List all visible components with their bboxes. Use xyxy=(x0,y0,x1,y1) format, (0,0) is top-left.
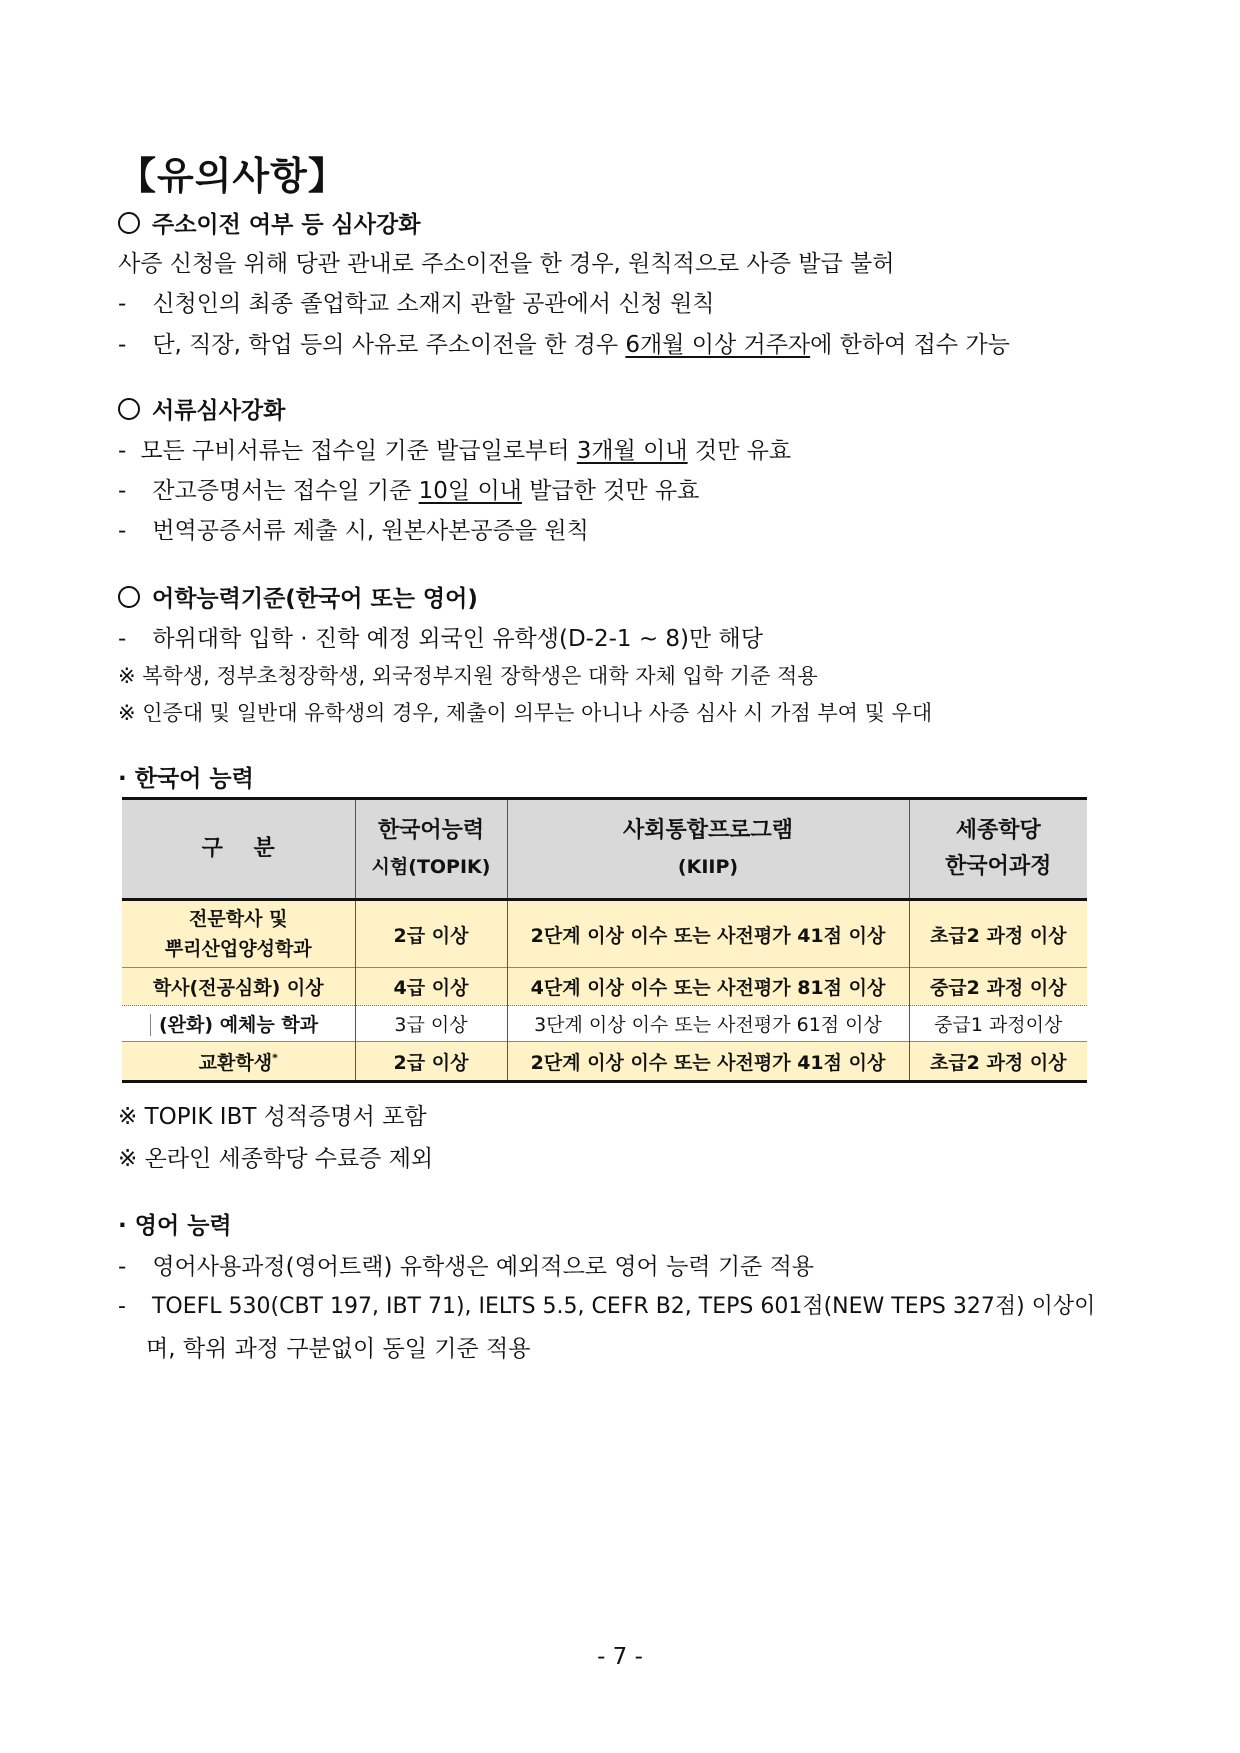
section1-bullet2 xyxy=(118,326,1010,359)
english-ability-heading: · 영어 능력 xyxy=(118,1213,232,1239)
table-header-row xyxy=(122,799,1087,900)
section3-note1: ※ 복학생, 정부초청장학생, 외국정부지원 장학생은 대학 자체 입학 기준 적용 xyxy=(118,664,818,688)
section-heading-text: 주소이전 여부 등 심사강화 xyxy=(152,212,421,238)
section1-bullet1 xyxy=(118,285,715,318)
circle-bullet-icon xyxy=(118,586,140,608)
row-kiip: 3단계 이상 이수 또는 사전평가 61점 이상 xyxy=(507,1006,909,1042)
bullet-text: 하위대학 입학 · 진학 예정 외국인 유학생(D-2-1 ~ 8)만 해당 xyxy=(152,626,763,652)
dash-marker: - xyxy=(118,438,127,464)
header-sejong: 세종학당 한국어과정 xyxy=(909,799,1087,900)
korean-note1: ※ TOPIK IBT 성적증명서 포함 xyxy=(118,1104,427,1130)
korean-note2: ※ 온라인 세종학당 수료증 제외 xyxy=(118,1146,434,1172)
row-sejong: 초급2 과정 이상 xyxy=(909,1042,1087,1082)
dash-marker: - xyxy=(118,1254,127,1280)
bullet-text: 발급한 것만 유효 xyxy=(521,478,700,504)
row-category: (완화) 예체능 학과 xyxy=(122,1006,355,1042)
bullet-text: 번역공증서류 제출 시, 원본사본공증을 원칙 xyxy=(152,518,589,544)
dash-marker: - xyxy=(118,291,127,317)
dash-marker: - xyxy=(118,332,127,358)
dash-marker: - xyxy=(118,478,127,504)
dash-marker: - xyxy=(118,1294,126,1319)
section-heading-text: 서류심사강화 xyxy=(152,398,286,424)
table-row xyxy=(122,900,1087,968)
row-kiip: 4단계 이상 이수 또는 사전평가 81점 이상 xyxy=(507,968,909,1006)
header-kiip: 사회통합프로그램 (KIIP) xyxy=(507,799,909,900)
row-kiip: 2단계 이상 이수 또는 사전평가 41점 이상 xyxy=(507,900,909,968)
circle-bullet-icon xyxy=(118,398,140,420)
section3-note2: ※ 인증대 및 일반대 유학생의 경우, 제출이 의무는 아니나 사증 심사 시 가점 부여 및 우대 xyxy=(118,701,933,725)
page-number: - 7 - xyxy=(597,1644,643,1670)
english-bullet2-continued: 며, 학위 과정 구분없이 동일 기준 적용 xyxy=(146,1336,531,1362)
row-sejong: 초급2 과정 이상 xyxy=(909,900,1087,968)
row-topik: 4급 이상 xyxy=(355,968,507,1006)
section2-bullet3 xyxy=(118,512,589,545)
header-category: 구 분 xyxy=(122,799,355,900)
korean-ability-table xyxy=(122,797,1087,1083)
section-heading-text: 어학능력기준(한국어 또는 영어) xyxy=(152,586,478,612)
circle-bullet-icon xyxy=(118,212,140,234)
row-kiip: 2단계 이상 이수 또는 사전평가 41점 이상 xyxy=(507,1042,909,1082)
section-heading-language xyxy=(118,580,478,613)
table-row xyxy=(122,968,1087,1006)
row-topik: 2급 이상 xyxy=(355,1042,507,1082)
bullet-text: TOEFL 530(CBT 197, IBT 71), IELTS 5.5, CEFR B2, TEPS 601점(NEW TEPS 327점) 이상이 xyxy=(151,1294,1096,1319)
row-category: 전문학사 및 뿌리산업양성학과 xyxy=(122,900,355,968)
row-category: 교환학생* xyxy=(122,1042,355,1082)
row-topik: 3급 이상 xyxy=(355,1006,507,1042)
bullet-text: 영어사용과정(영어트랙) 유학생은 예외적으로 영어 능력 기준 적용 xyxy=(152,1254,815,1280)
underlined-text: 6개월 이상 거주자 xyxy=(625,332,811,358)
bullet-text: 것만 유효 xyxy=(687,438,792,464)
bullet-text: 신청인의 최종 졸업학교 소재지 관할 공관에서 신청 원칙 xyxy=(152,291,715,317)
row-topik: 2급 이상 xyxy=(355,900,507,968)
bullet-text: 잔고증명서는 접수일 기준 xyxy=(152,478,419,504)
section-heading-documents xyxy=(118,392,285,425)
section2-bullet2 xyxy=(118,472,699,505)
section1-intro: 사증 신청을 위해 당관 관내로 주소이전을 한 경우, 원칙적으로 사증 발급 불허 xyxy=(118,251,895,277)
bullet-text: 단, 직장, 학업 등의 사유로 주소이전을 한 경우 xyxy=(152,332,626,358)
page-title: 【유의사항】 xyxy=(118,154,347,198)
dash-marker: - xyxy=(118,518,127,544)
english-bullet1 xyxy=(118,1248,814,1281)
underlined-text: 10일 이내 xyxy=(418,478,522,504)
dash-marker: - xyxy=(118,626,127,652)
section3-bullet1 xyxy=(118,620,763,653)
row-sejong: 중급1 과정이상 xyxy=(909,1006,1087,1042)
table-row xyxy=(122,1006,1087,1042)
section-heading-address xyxy=(118,206,420,239)
english-bullet2 xyxy=(118,1289,1095,1320)
table-row xyxy=(122,1042,1087,1082)
row-category: 학사(전공심화) 이상 xyxy=(122,968,355,1006)
underlined-text: 3개월 이내 xyxy=(576,438,688,464)
header-topik: 한국어능력 시험(TOPIK) xyxy=(355,799,507,900)
bullet-text: 모든 구비서류는 접수일 기준 발급일로부터 xyxy=(140,438,577,464)
row-sejong: 중급2 과정 이상 xyxy=(909,968,1087,1006)
bullet-text: 에 한하여 접수 가능 xyxy=(810,332,1010,358)
section2-bullet1 xyxy=(118,432,791,465)
korean-ability-heading: · 한국어 능력 xyxy=(118,766,254,792)
